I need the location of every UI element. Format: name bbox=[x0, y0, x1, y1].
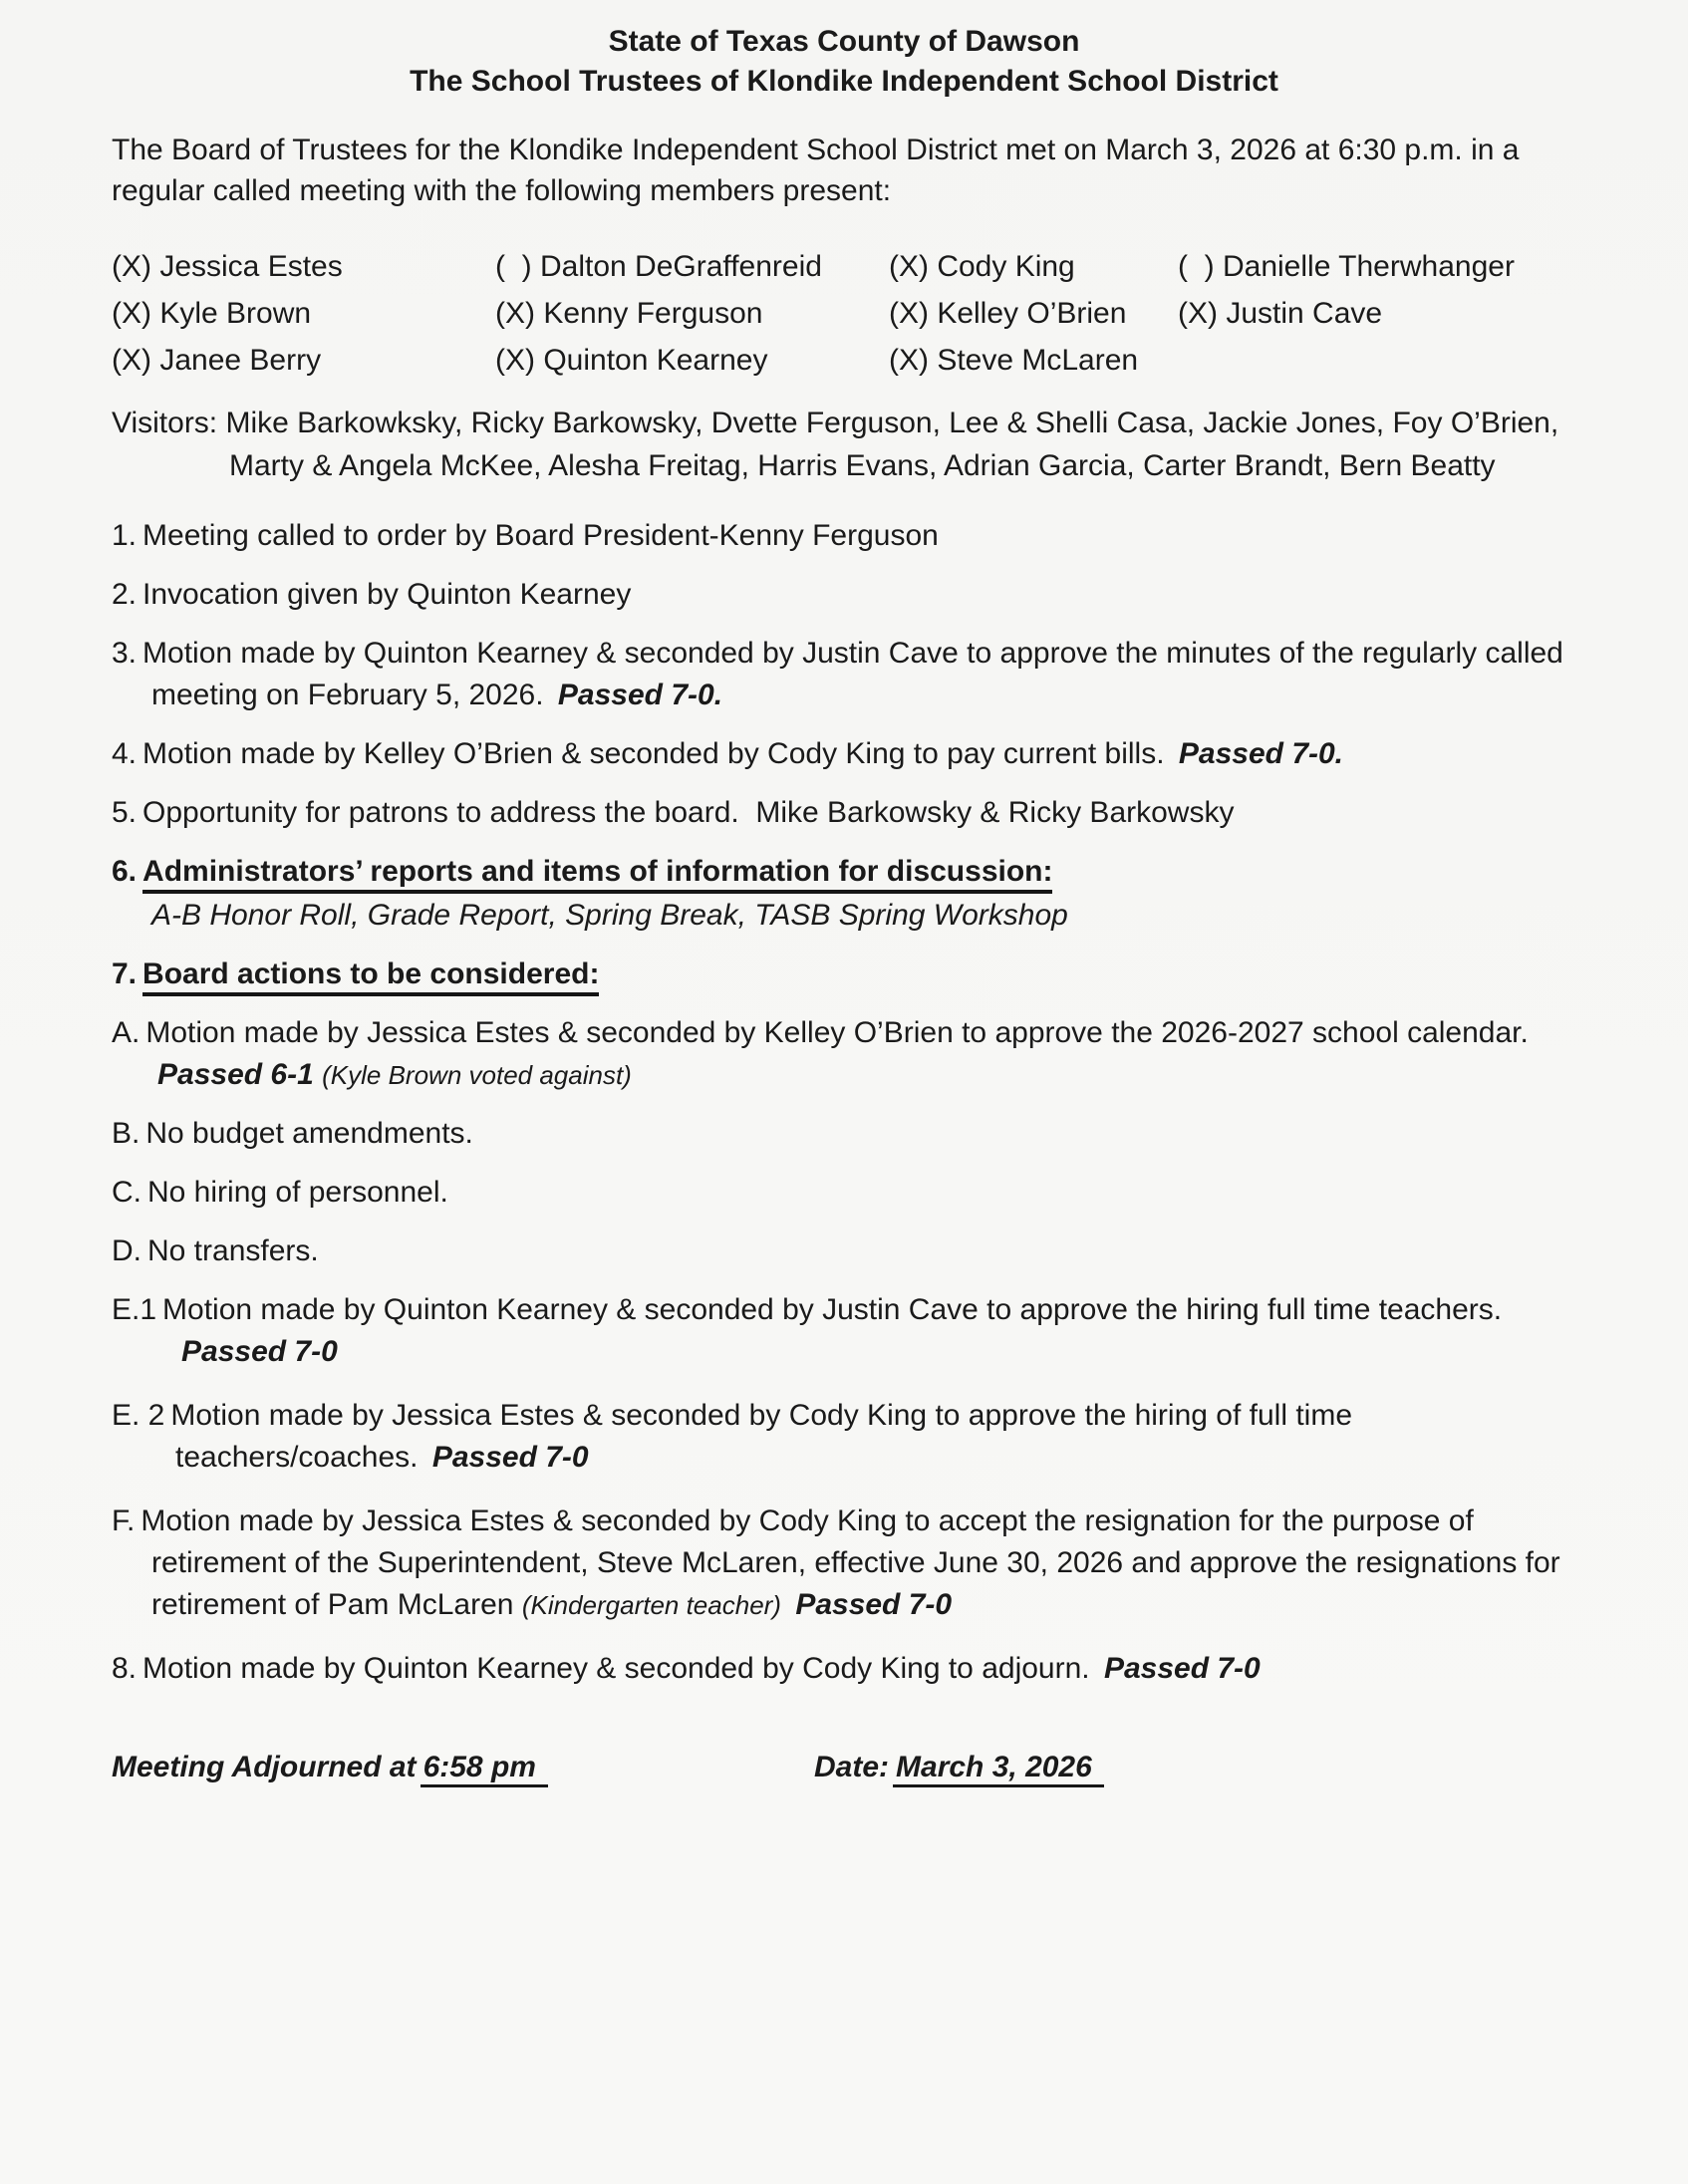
item-number: 2. bbox=[112, 578, 138, 611]
item-text: Motion made by Kelley O’Brien & seconded by Cody King to pay current bills. bbox=[142, 737, 1165, 770]
item-text: Invocation given by Quinton Kearney bbox=[142, 578, 632, 611]
item-text: Motion made by Jessica Estes & seconded by Cody King to accept the resignation for the purpose of retirement of the Superintendent, Steve McLaren, effective June 30, 2026 and approve the resignations for retirement of Pam McLaren bbox=[141, 1504, 1560, 1621]
item-text: Motion made by Quinton Kearney & seconded by Justin Cave to approve the minutes of the regularly called meeting on February 5, 2026. bbox=[142, 637, 1563, 711]
vote-note: (Kyle Brown voted against) bbox=[322, 1060, 632, 1090]
minutes-item-4 bbox=[112, 733, 1576, 775]
member-cell: (X) Kyle Brown bbox=[112, 297, 312, 330]
item-text: Motion made by Quinton Kearney & seconded by Cody King to adjourn. bbox=[142, 1652, 1090, 1685]
item-number: A. bbox=[112, 1016, 141, 1049]
passed-result: Passed 7-0. bbox=[557, 679, 723, 711]
adjourned-label: Meeting Adjourned at bbox=[112, 1751, 417, 1783]
board-action-a bbox=[112, 1012, 1576, 1096]
passed-result: Passed 6-1 bbox=[157, 1058, 314, 1091]
footer bbox=[112, 1746, 1576, 1789]
item-number: 6. bbox=[112, 855, 138, 888]
board-action-f bbox=[112, 1501, 1576, 1626]
member-cell: (X) Kenny Ferguson bbox=[495, 297, 763, 330]
passed-result: Passed 7-0 bbox=[431, 1441, 589, 1474]
item-number: E. 2 bbox=[112, 1399, 165, 1432]
member-cell: ( ) Danielle Therwhanger bbox=[1178, 250, 1515, 283]
item-text: No hiring of personnel. bbox=[147, 1176, 448, 1209]
passed-result: Passed 7-0 bbox=[181, 1335, 338, 1368]
item-number: 3. bbox=[112, 637, 138, 670]
page-title-line2: The School Trustees of Klondike Independent School District bbox=[410, 65, 1278, 98]
board-action-e2 bbox=[112, 1395, 1576, 1479]
passed-result: Passed 7-0 bbox=[795, 1588, 953, 1621]
board-action-b bbox=[112, 1113, 1576, 1155]
item-number: 4. bbox=[112, 737, 138, 770]
adjourned-time: 6:58 pm bbox=[421, 1751, 548, 1787]
item-text: No budget amendments. bbox=[145, 1117, 473, 1150]
member-cell: (X) Steve McLaren bbox=[889, 344, 1139, 377]
minutes-item-3 bbox=[112, 633, 1576, 716]
visitors-block bbox=[112, 402, 1576, 487]
member-cell: (X) Jessica Estes bbox=[112, 250, 343, 283]
members-roll-call-grid bbox=[112, 243, 1576, 384]
item-number: E.1 bbox=[112, 1293, 157, 1326]
item-text: Meeting called to order by Board President-Kenny Ferguson bbox=[142, 519, 939, 552]
item-number: 5. bbox=[112, 796, 138, 829]
minutes-item-7-board-actions bbox=[112, 954, 1576, 995]
visitors-label: Visitors: bbox=[112, 407, 218, 439]
item-text: Motion made by Quinton Kearney & seconded by Justin Cave to approve the hiring full time teachers. bbox=[162, 1293, 1503, 1326]
item-text: No transfers. bbox=[147, 1234, 319, 1267]
item-number: F. bbox=[112, 1504, 136, 1537]
item-text: Opportunity for patrons to address the board. Mike Barkowsky & Ricky Barkowsky bbox=[142, 796, 1235, 829]
member-cell: (X) Cody King bbox=[889, 250, 1075, 283]
page-title-line1: State of Texas County of Dawson bbox=[608, 25, 1080, 58]
page-title bbox=[112, 22, 1576, 102]
role-note: (Kindergarten teacher) bbox=[521, 1590, 781, 1620]
adjourned-line bbox=[112, 1746, 814, 1789]
member-cell: (X) Quinton Kearney bbox=[495, 344, 768, 377]
minutes-item-2 bbox=[112, 574, 1576, 616]
item-number: 1. bbox=[112, 519, 138, 552]
member-cell: ( ) Dalton DeGraffenreid bbox=[495, 250, 822, 283]
member-cell bbox=[1178, 337, 1576, 384]
item-number: D. bbox=[112, 1234, 141, 1267]
item-number: B. bbox=[112, 1117, 141, 1150]
member-cell: (X) Janee Berry bbox=[112, 344, 322, 377]
date-value: March 3, 2026 bbox=[893, 1751, 1104, 1787]
intro-paragraph: The Board of Trustees for the Klondike Independent School District met on March 3, 2026 at 6:30 p.m. in a regular called meeting with the following members present: bbox=[112, 134, 1520, 207]
section-subtext: A-B Honor Roll, Grade Report, Spring Break, TASB Spring Workshop bbox=[151, 899, 1068, 932]
item-number: 7. bbox=[112, 957, 138, 990]
item-number: C. bbox=[112, 1176, 141, 1209]
date-label: Date: bbox=[814, 1751, 890, 1783]
minutes-item-6-admin-reports bbox=[112, 851, 1576, 937]
minutes-item-8-adjourn bbox=[112, 1648, 1576, 1690]
visitors-names: Mike Barkowksky, Ricky Barkowsky, Dvette Ferguson, Lee & Shelli Casa, Jackie Jones, Foy O’Brien, Marty & Angela McKee, Alesha Freitag, Harris Evans, Adrian Garcia, Carter Brandt, Bern Beatty bbox=[225, 407, 1559, 482]
minutes-item-5 bbox=[112, 792, 1576, 834]
member-cell: (X) Justin Cave bbox=[1178, 297, 1383, 330]
section-heading: Board actions to be considered: bbox=[142, 957, 599, 996]
board-action-c bbox=[112, 1172, 1576, 1214]
board-action-d bbox=[112, 1230, 1576, 1272]
minutes-item-1 bbox=[112, 515, 1576, 557]
passed-result: Passed 7-0. bbox=[1178, 737, 1344, 770]
date-line bbox=[814, 1746, 1104, 1789]
item-number: 8. bbox=[112, 1652, 138, 1685]
member-cell: (X) Kelley O’Brien bbox=[889, 297, 1127, 330]
item-text: Motion made by Jessica Estes & seconded by Kelley O’Brien to approve the 2026-2027 school calendar. bbox=[145, 1016, 1529, 1049]
passed-result: Passed 7-0 bbox=[1103, 1652, 1261, 1685]
board-action-e1 bbox=[112, 1289, 1576, 1373]
section-heading: Administrators’ reports and items of information for discussion: bbox=[142, 855, 1052, 894]
item-text: Motion made by Jessica Estes & seconded by Cody King to approve the hiring of full time teachers/coaches. bbox=[170, 1399, 1353, 1474]
